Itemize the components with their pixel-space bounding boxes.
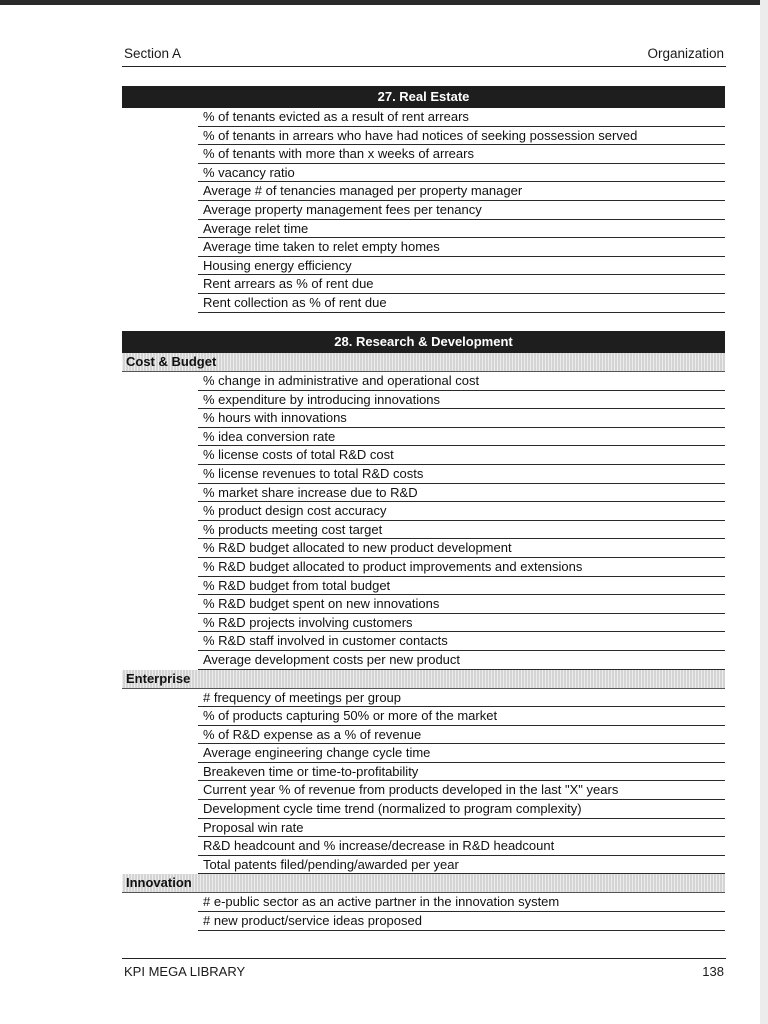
- page-number: 138: [702, 964, 724, 979]
- kpi-row: Average time taken to relet empty homes: [198, 238, 725, 257]
- category-enterprise: Enterprise: [122, 670, 725, 689]
- page-footer: [122, 958, 726, 981]
- section-research-development: [122, 331, 725, 931]
- kpi-list: [198, 689, 725, 875]
- section-real-estate: [122, 86, 725, 313]
- kpi-row: % idea conversion rate: [198, 428, 725, 447]
- kpi-row: # new product/service ideas proposed: [198, 912, 725, 931]
- kpi-row: % of tenants evicted as a result of rent arrears: [198, 108, 725, 127]
- kpi-row: % hours with innovations: [198, 409, 725, 428]
- kpi-row: % of R&D expense as a % of revenue: [198, 726, 725, 745]
- kpi-row: % R&D budget spent on new innovations: [198, 595, 725, 614]
- kpi-row: % product design cost accuracy: [198, 502, 725, 521]
- kpi-row: % of tenants in arrears who have had notices of seeking possession served: [198, 127, 725, 146]
- kpi-row: % R&D staff involved in customer contacts: [198, 632, 725, 651]
- kpi-row: Average # of tenancies managed per property manager: [198, 182, 725, 201]
- kpi-row: R&D headcount and % increase/decrease in R&D headcount: [198, 837, 725, 856]
- kpi-row: Development cycle time trend (normalized to program complexity): [198, 800, 725, 819]
- kpi-row: % R&D budget allocated to new product development: [198, 539, 725, 558]
- kpi-row: Current year % of revenue from products developed in the last "X" years: [198, 781, 725, 800]
- kpi-row: # frequency of meetings per group: [198, 689, 725, 708]
- kpi-row: Breakeven time or time-to-profitability: [198, 763, 725, 782]
- kpi-row: % R&D projects involving customers: [198, 614, 725, 633]
- section-title: 28. Research & Development: [122, 331, 725, 353]
- kpi-row: Rent collection as % of rent due: [198, 294, 725, 313]
- kpi-row: % vacancy ratio: [198, 164, 725, 183]
- kpi-row: % expenditure by introducing innovations: [198, 391, 725, 410]
- kpi-row: Average engineering change cycle time: [198, 744, 725, 763]
- category-innovation: Innovation: [122, 874, 725, 893]
- kpi-row: % of products capturing 50% or more of the market: [198, 707, 725, 726]
- category-cost-budget: Cost & Budget: [122, 353, 725, 372]
- kpi-row: % R&D budget allocated to product improvements and extensions: [198, 558, 725, 577]
- kpi-row: % change in administrative and operational cost: [198, 372, 725, 391]
- kpi-row: Rent arrears as % of rent due: [198, 275, 725, 294]
- header-organization-label: Organization: [647, 46, 724, 61]
- kpi-row: % license revenues to total R&D costs: [198, 465, 725, 484]
- kpi-row: Proposal win rate: [198, 819, 725, 838]
- kpi-row: % of tenants with more than x weeks of arrears: [198, 145, 725, 164]
- kpi-row: Average relet time: [198, 220, 725, 239]
- kpi-row: Average property management fees per tenancy: [198, 201, 725, 220]
- kpi-row: % market share increase due to R&D: [198, 484, 725, 503]
- section-title: 27. Real Estate: [122, 86, 725, 108]
- kpi-row: % license costs of total R&D cost: [198, 446, 725, 465]
- header-section-label: Section A: [124, 46, 182, 61]
- kpi-list: [198, 372, 725, 670]
- page-header: [122, 44, 726, 67]
- kpi-row: Total patents filed/pending/awarded per year: [198, 856, 725, 875]
- kpi-row: Housing energy efficiency: [198, 257, 725, 276]
- scan-right-edge: [760, 0, 768, 1024]
- kpi-list: [198, 893, 725, 930]
- footer-library-label: KPI MEGA LIBRARY: [124, 964, 246, 979]
- kpi-row: Average development costs per new product: [198, 651, 725, 670]
- kpi-row: % products meeting cost target: [198, 521, 725, 540]
- kpi-row: # e-public sector as an active partner in the innovation system: [198, 893, 725, 912]
- kpi-list: [198, 108, 725, 313]
- kpi-row: % R&D budget from total budget: [198, 577, 725, 596]
- scan-top-edge: [0, 0, 768, 5]
